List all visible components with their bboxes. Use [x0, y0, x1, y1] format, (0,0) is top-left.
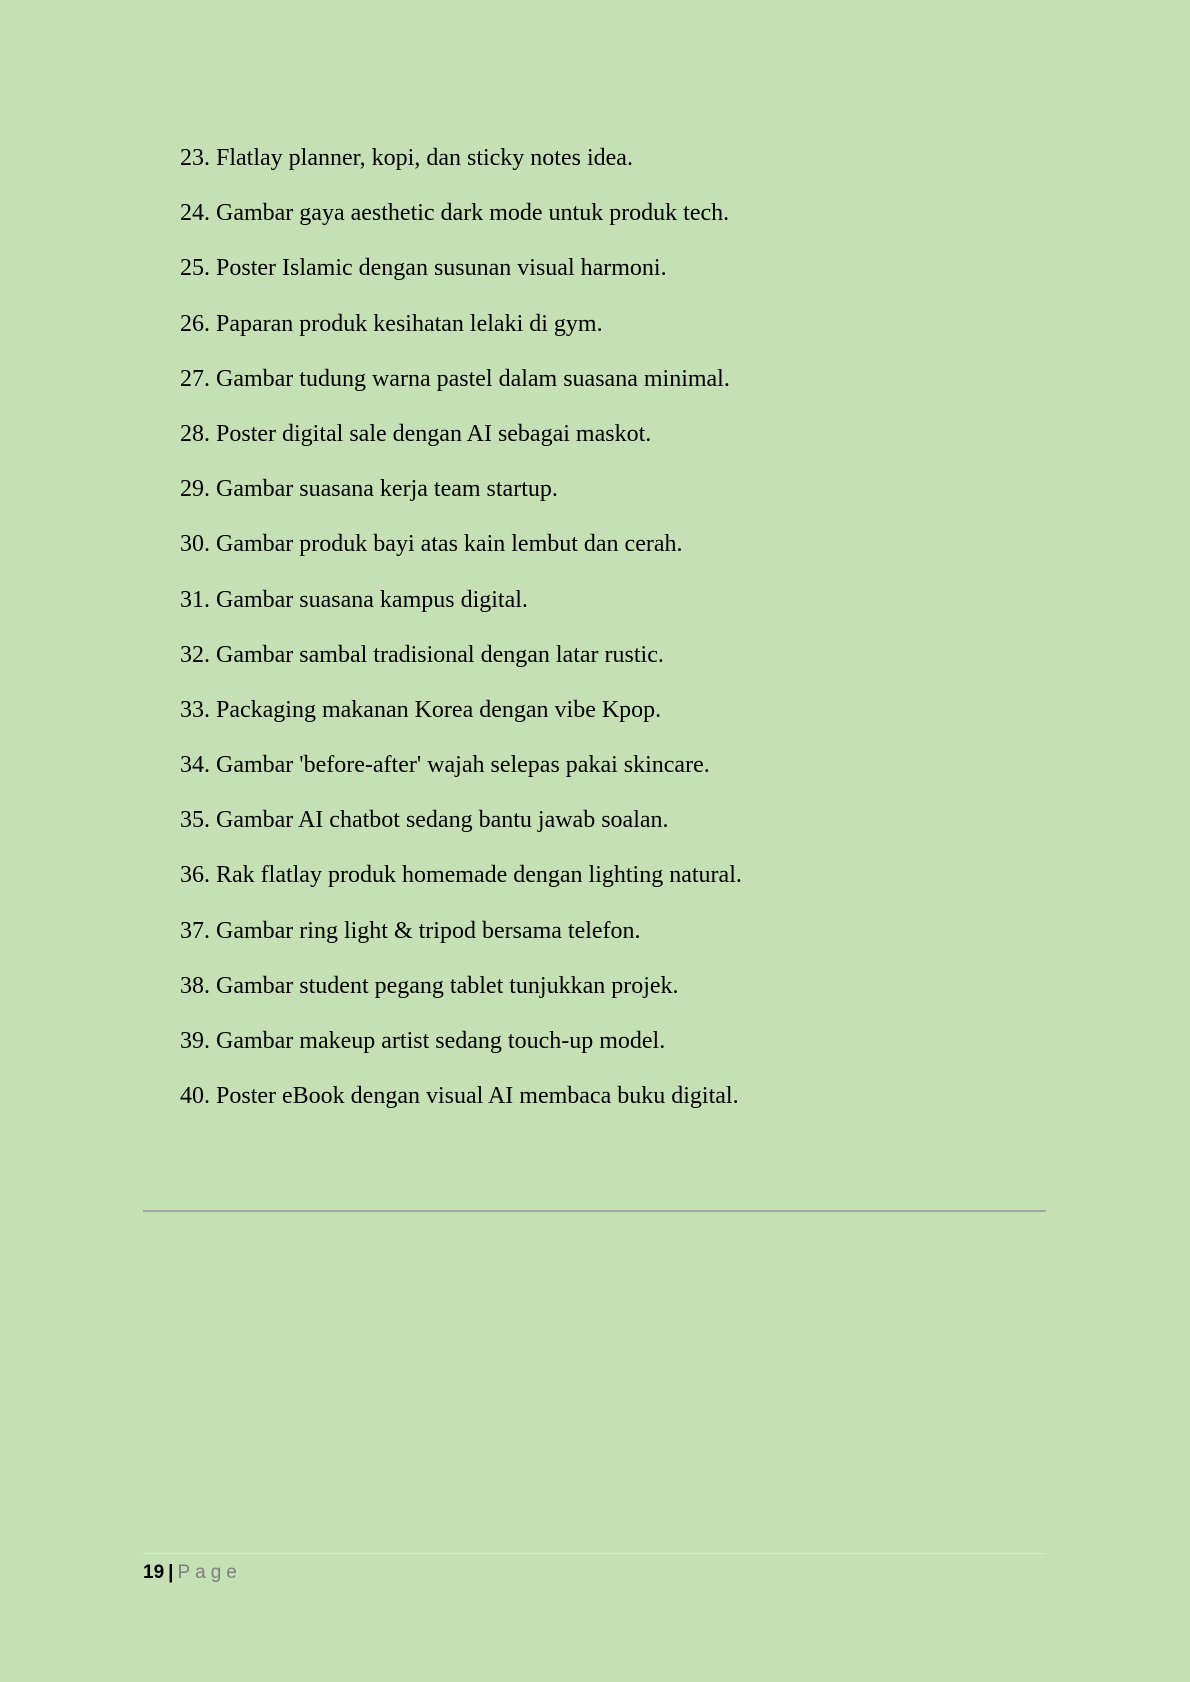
horizontal-rule [143, 1210, 1046, 1212]
footer-divider [143, 1553, 1046, 1554]
list-item: 40. Poster eBook dengan visual AI membaca buku digital. [180, 1083, 739, 1110]
list-item: 38. Gambar student pegang tablet tunjukkan projek. [180, 972, 679, 999]
list-item: 37. Gambar ring light & tripod bersama telefon. [180, 917, 641, 944]
list-item: 27. Gambar tudung warna pastel dalam suasana minimal. [180, 365, 730, 392]
list-item: 39. Gambar makeup artist sedang touch-up model. [180, 1028, 666, 1054]
page-footer [143, 1560, 242, 1586]
list-item: 28. Poster digital sale dengan AI sebagai maskot. [180, 420, 652, 447]
footer-separator: | [168, 1562, 174, 1583]
list-item: 36. Rak flatlay produk homemade dengan lighting natural. [180, 862, 742, 889]
idea-list [180, 140, 742, 1133]
list-item: 26. Paparan produk kesihatan lelaki di gym. [180, 310, 603, 337]
list-item: 31. Gambar suasana kampus digital. [180, 586, 528, 613]
page-number: 19 [143, 1562, 165, 1583]
list-item: 24. Gambar gaya aesthetic dark mode untuk produk tech. [180, 200, 730, 227]
list-item: 30. Gambar produk bayi atas kain lembut dan cerah. [180, 531, 683, 558]
list-item: 33. Packaging makanan Korea dengan vibe Kpop. [180, 696, 662, 723]
list-item: 35. Gambar AI chatbot sedang bantu jawab soalan. [180, 807, 669, 834]
list-item: 23. Flatlay planner, kopi, dan sticky notes idea. [180, 145, 633, 171]
page-label: Page [177, 1562, 242, 1583]
list-item: 34. Gambar 'before-after' wajah selepas pakai skincare. [180, 752, 710, 779]
list-item: 32. Gambar sambal tradisional dengan latar rustic. [180, 641, 664, 668]
list-item: 29. Gambar suasana kerja team startup. [180, 476, 558, 503]
list-item: 25. Poster Islamic dengan susunan visual harmoni. [180, 255, 667, 282]
